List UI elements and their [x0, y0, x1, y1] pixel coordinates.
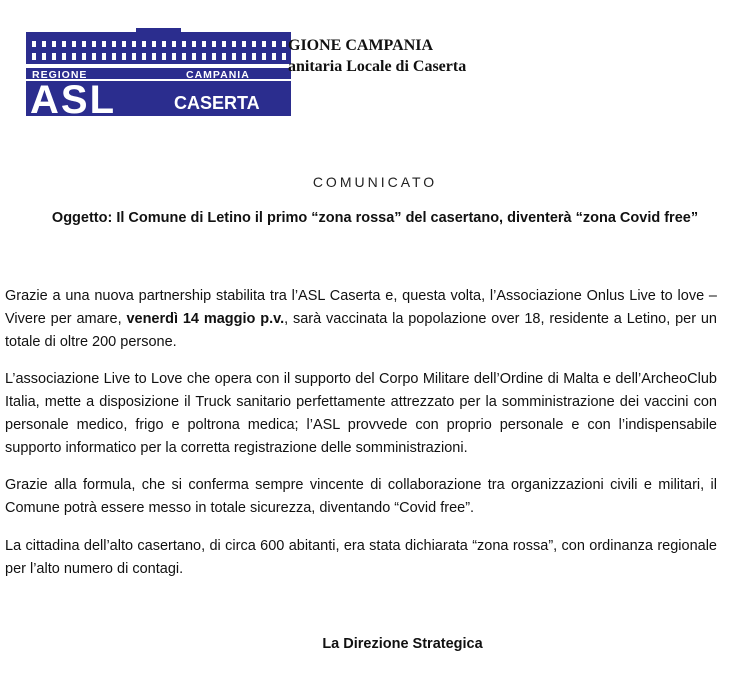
svg-text:CAMPANIA: CAMPANIA	[186, 69, 250, 81]
paragraph-2: L’associazione Live to Love che opera con il supporto del Corpo Militare dell’Ordine di Malta e dell’ArcheoClub Italia, mette a disposizione il Truck sanitario perfettamente attrezzato per la somministrazione dei vaccini con personale medico, frigo e poltrona medica; l’ASL provvede con proprio personale e con l’indispensabile supporto informatico per la corretta registrazione delle somministrazioni.	[5, 371, 717, 456]
asl-caserta-logo	[26, 28, 291, 116]
svg-text:ASL: ASL	[30, 78, 116, 116]
header-region-line: GIONE CAMPANIA	[288, 37, 434, 54]
svg-text:CASERTA: CASERTA	[174, 93, 260, 113]
header-asl-line: anitaria Locale di Caserta	[288, 58, 467, 75]
signature: La Direzione Strategica	[322, 636, 483, 652]
document-title: COMUNICATO	[312, 174, 438, 190]
paragraph-1-date: venerdì 14 maggio p.v.	[126, 311, 285, 327]
paragraph-1-part-a: Grazie a una nuova partnership stabilita tra l’ASL Caserta e, questa volta, l’Associazione Onlus Live to love – Vivere per amare,	[5, 288, 717, 327]
subject-line: Oggetto: Il Comune di Letino il primo “zona rossa” del casertano, diventerà “zona Covid free”	[51, 210, 699, 226]
paragraph-1-part-b: , sarà vaccinata la popolazione over 18, residente a Letino, per un totale di oltre 200 persone.	[5, 311, 717, 350]
paragraph-3: Grazie alla formula, che si conferma sempre vincente di collaborazione tra organizzazioni civili e militari, il Comune potrà essere messo in totale sicurezza, diventando “Covid free”.	[5, 477, 717, 516]
paragraph-4: La cittadina dell’alto casertano, di circa 600 abitanti, era stata dichiarata “zona rossa”, con ordinanza regionale per l’alto numero di contagi.	[5, 538, 717, 577]
paragraph-1	[5, 285, 717, 354]
svg-text:REGIONE: REGIONE	[32, 69, 88, 81]
